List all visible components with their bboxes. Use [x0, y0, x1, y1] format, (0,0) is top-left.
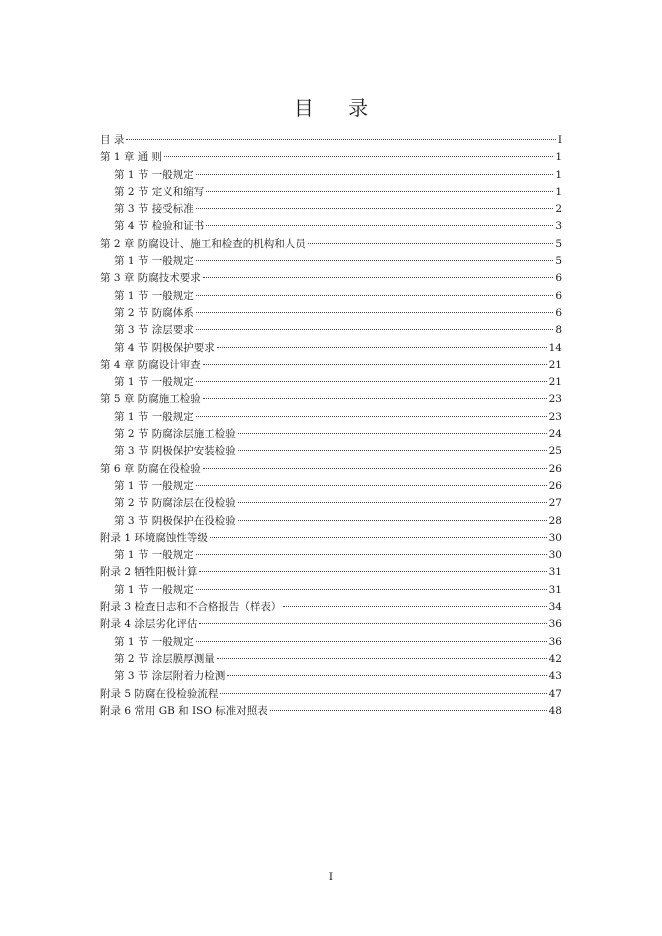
toc-entry-page-number: 23: [548, 393, 562, 406]
toc-entry[interactable]: [100, 478, 562, 495]
toc-entry-page-number: 3: [555, 220, 562, 233]
toc-entry-page-number: 1: [555, 168, 562, 181]
toc-entry[interactable]: [100, 305, 562, 322]
dot-leader: [238, 450, 547, 451]
toc-entry-label: 第 2 章 防腐设计、施工和检查的机构和人员: [100, 237, 306, 250]
toc-entry-page-number: 14: [548, 341, 562, 354]
dot-leader: [227, 675, 546, 676]
dot-leader: [196, 329, 554, 330]
dot-leader: [238, 520, 547, 521]
toc-entry-page-number: 5: [555, 237, 562, 250]
toc-entry[interactable]: [100, 651, 562, 668]
toc-entry-page-number: 42: [548, 652, 562, 665]
toc-entry[interactable]: [100, 374, 562, 391]
dot-leader: [196, 416, 547, 417]
dot-leader: [238, 502, 547, 503]
toc-entry-page-number: 6: [555, 272, 562, 285]
table-of-contents: [100, 132, 562, 720]
toc-entry-page-number: 34: [548, 601, 562, 614]
toc-entry-label: 第 1 节 一般规定: [114, 376, 194, 389]
toc-entry[interactable]: [100, 132, 562, 149]
dot-leader: [203, 364, 547, 365]
dot-leader: [220, 693, 546, 694]
toc-entry[interactable]: [100, 616, 562, 633]
toc-entry[interactable]: [100, 167, 562, 184]
toc-entry[interactable]: [100, 236, 562, 253]
dot-leader: [196, 312, 554, 313]
toc-entry-label: 第 3 节 阴极保护在役检验: [114, 514, 236, 527]
toc-entry-page-number: 8: [555, 324, 562, 337]
toc-entry-page-number: 43: [548, 670, 562, 683]
toc-entry-label: 第 2 节 防腐涂层施工检验: [114, 428, 236, 441]
dot-leader: [196, 260, 554, 261]
toc-entry[interactable]: [100, 391, 562, 408]
toc-entry-label: 第 3 节 涂层附着力检测: [114, 670, 226, 683]
dot-leader: [199, 623, 546, 624]
toc-entry-page-number: 30: [548, 531, 562, 544]
toc-entry-page-number: 31: [548, 583, 562, 596]
toc-entry-label: 第 2 节 定义和缩写: [114, 185, 205, 198]
dot-leader: [217, 347, 547, 348]
toc-entry-label: 第 1 节 一般规定: [114, 635, 194, 648]
dot-leader: [196, 589, 547, 590]
toc-entry-label: 第 1 节 一般规定: [114, 583, 194, 596]
toc-entry[interactable]: [100, 547, 562, 564]
dot-leader: [270, 710, 547, 711]
toc-entry-page-number: 24: [548, 428, 562, 441]
toc-entry[interactable]: [100, 703, 562, 720]
toc-entry[interactable]: [100, 357, 562, 374]
toc-entry[interactable]: [100, 443, 562, 460]
toc-entry-label: 第 3 节 阴极保护安装检验: [114, 445, 236, 458]
toc-entry-label: 第 1 节 一般规定: [114, 168, 194, 181]
toc-entry[interactable]: [100, 322, 562, 339]
toc-entry-page-number: 30: [548, 549, 562, 562]
toc-entry-page-number: 1: [555, 185, 562, 198]
toc-entry-label: 附录 5 防腐在役检验流程: [100, 687, 219, 700]
toc-entry[interactable]: [100, 513, 562, 530]
toc-entry-page-number: 48: [548, 704, 562, 717]
toc-entry[interactable]: [100, 409, 562, 426]
toc-entry-label: 第 2 节 涂层膜厚测量: [114, 652, 215, 665]
dot-leader: [203, 468, 547, 469]
toc-entry[interactable]: [100, 149, 562, 166]
toc-entry-label: 第 2 节 防腐涂层在役检验: [114, 497, 236, 510]
toc-entry-page-number: 21: [548, 376, 562, 389]
toc-entry-page-number: 1: [555, 151, 562, 164]
toc-entry-page-number: 21: [548, 358, 562, 371]
dot-leader: [210, 537, 547, 538]
page-footer-number: I: [328, 871, 334, 883]
toc-entry[interactable]: [100, 218, 562, 235]
toc-entry-label: 第 4 节 检验和证书: [114, 220, 205, 233]
toc-entry-label: 第 3 节 接受标准: [114, 203, 194, 216]
toc-entry-page-number: 2: [555, 203, 562, 216]
dot-leader: [206, 191, 553, 192]
toc-entry-label: 附录 1 环境腐蚀性等级: [100, 531, 208, 544]
toc-entry-page-number: 28: [548, 514, 562, 527]
toc-entry-page-number: 36: [548, 618, 562, 631]
toc-entry-page-number: 26: [548, 479, 562, 492]
dot-leader: [283, 606, 546, 607]
toc-entry-page-number: 36: [548, 635, 562, 648]
toc-entry[interactable]: [100, 686, 562, 703]
toc-entry-label: 第 3 节 涂层要求: [114, 324, 194, 337]
toc-entry-label: 第 1 节 一般规定: [114, 289, 194, 302]
toc-entry-label: 第 4 章 防腐设计审查: [100, 358, 201, 371]
dot-leader: [196, 485, 547, 486]
toc-entry[interactable]: [100, 530, 562, 547]
toc-entry-page-number: 6: [555, 289, 562, 302]
toc-entry-page-number: 31: [548, 566, 562, 579]
toc-entry[interactable]: [100, 582, 562, 599]
dot-leader: [196, 641, 547, 642]
toc-entry-label: 第 1 章 通 则: [100, 151, 163, 164]
dot-leader: [196, 174, 554, 175]
toc-entry-label: 第 5 章 防腐施工检验: [100, 393, 201, 406]
toc-entry-page-number: 27: [548, 497, 562, 510]
dot-leader: [203, 398, 547, 399]
toc-entry[interactable]: [100, 288, 562, 305]
toc-entry[interactable]: [100, 426, 562, 443]
dot-leader: [203, 277, 554, 278]
toc-entry[interactable]: [100, 201, 562, 218]
page-title: 目 录: [293, 96, 383, 120]
dot-leader: [196, 554, 547, 555]
toc-entry-label: 第 4 节 阴极保护要求: [114, 341, 215, 354]
dot-leader: [238, 433, 547, 434]
toc-entry-page-number: I: [557, 134, 562, 146]
toc-entry[interactable]: [100, 340, 562, 357]
toc-entry-page-number: 23: [548, 410, 562, 423]
dot-leader: [126, 139, 556, 140]
dot-leader: [217, 658, 547, 659]
dot-leader: [206, 225, 553, 226]
dot-leader: [164, 156, 553, 157]
toc-entry-label: 第 1 节 一般规定: [114, 410, 194, 423]
toc-entry-page-number: 47: [548, 687, 562, 700]
toc-entry[interactable]: [100, 564, 562, 581]
dot-leader: [196, 295, 554, 296]
toc-entry-page-number: 6: [555, 306, 562, 319]
toc-entry-label: 附录 3 检查日志和不合格报告（样表）: [100, 601, 282, 614]
toc-entry-page-number: 5: [555, 255, 562, 268]
toc-entry-label: 第 1 节 一般规定: [114, 255, 194, 268]
toc-entry-label: 第 2 节 防腐体系: [114, 306, 194, 319]
toc-entry-label: 附录 4 涂层劣化评估: [100, 618, 198, 631]
toc-entry[interactable]: [100, 634, 562, 651]
toc-entry-label: 目 录: [100, 134, 125, 146]
toc-entry-label: 附录 6 常用 GB 和 ISO 标准对照表: [100, 704, 268, 717]
toc-entry[interactable]: [100, 495, 562, 512]
toc-entry-label: 附录 2 牺牲阳极计算: [100, 566, 198, 579]
toc-entry-label: 第 1 节 一般规定: [114, 549, 194, 562]
toc-entry[interactable]: [100, 599, 562, 616]
toc-entry[interactable]: [100, 184, 562, 201]
dot-leader: [199, 571, 546, 572]
toc-entry-page-number: 25: [548, 445, 562, 458]
toc-entry-label: 第 1 节 一般规定: [114, 479, 194, 492]
toc-entry[interactable]: [100, 253, 562, 270]
dot-leader: [196, 208, 554, 209]
toc-entry-label: 第 3 章 防腐技术要求: [100, 272, 201, 285]
toc-entry[interactable]: [100, 270, 562, 287]
toc-entry[interactable]: [100, 461, 562, 478]
toc-entry-label: 第 6 章 防腐在役检验: [100, 462, 201, 475]
dot-leader: [308, 243, 554, 244]
dot-leader: [196, 381, 547, 382]
toc-entry[interactable]: [100, 668, 562, 685]
toc-entry-page-number: 26: [548, 462, 562, 475]
